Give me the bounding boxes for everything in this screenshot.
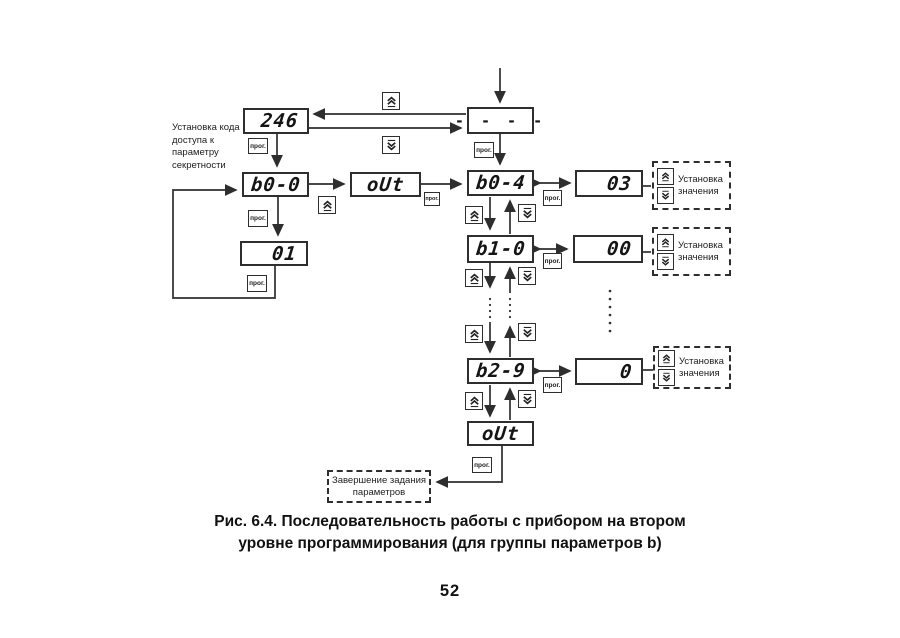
double-chevron-down-icon: [521, 207, 534, 220]
prog-button: прог.: [543, 377, 562, 393]
set-value-annotation: Установка значения: [652, 227, 731, 276]
display-blank: - - - -: [467, 107, 534, 134]
figure-caption: Рис. 6.4. Последовательность работы с прибором на втором уровне программирования (для группы параметров b): [214, 513, 686, 552]
prog-button: прог.: [248, 210, 268, 227]
double-chevron-up-icon: [661, 353, 672, 364]
down-arrows-button: [518, 204, 536, 222]
double-chevron-down-icon: [660, 256, 671, 267]
page-number: 52: [439, 582, 461, 600]
double-chevron-down-icon: [661, 372, 672, 383]
up-arrows-button: [318, 196, 336, 214]
display-out-bottom: oUt: [467, 421, 534, 446]
up-arrows-button: [465, 392, 483, 410]
down-arrows-button: [518, 390, 536, 408]
prog-button: прог.: [474, 142, 494, 158]
down-arrows-button: [382, 136, 400, 154]
down-arrows-button: [657, 253, 674, 270]
display-access-code: 246: [243, 108, 309, 134]
prog-button: прог.: [247, 275, 267, 292]
double-chevron-up-icon: [660, 171, 671, 182]
double-chevron-down-icon: [660, 190, 671, 201]
up-arrows-button: [465, 206, 483, 224]
display-value-00: 00: [573, 235, 643, 263]
display-value-03: 03: [575, 170, 643, 197]
display-code-entry: 01: [240, 241, 308, 266]
finish-annotation: Завершение задания параметров: [327, 470, 431, 503]
up-arrows-button: [382, 92, 400, 110]
double-chevron-up-icon: [468, 209, 481, 222]
prog-button: прог.: [543, 190, 562, 206]
down-arrows-button: [657, 187, 674, 204]
double-chevron-down-icon: [521, 326, 534, 339]
double-chevron-up-icon: [385, 95, 398, 108]
double-chevron-up-icon: [321, 199, 334, 212]
double-chevron-down-icon: [521, 393, 534, 406]
down-arrows-button: [658, 369, 675, 386]
set-value-annotation: Установка значения: [652, 161, 731, 210]
prog-button: прог.: [472, 457, 492, 473]
up-arrows-button: [658, 350, 675, 367]
display-b2-9: b2-9: [467, 358, 534, 384]
down-arrows-button: [518, 323, 536, 341]
set-value-annotation: Установка значения: [653, 346, 731, 389]
display-b1-0: b1-0: [467, 235, 534, 263]
double-chevron-up-icon: [468, 272, 481, 285]
display-value-0: 0: [575, 358, 643, 385]
double-chevron-up-icon: [660, 237, 671, 248]
prog-button: прог.: [248, 138, 268, 154]
double-chevron-up-icon: [468, 328, 481, 341]
display-out-top: oUt: [350, 172, 421, 197]
up-arrows-button: [657, 168, 674, 185]
down-arrows-button: [518, 267, 536, 285]
access-code-note: Установка кода доступа к параметру секретности: [172, 122, 240, 171]
up-arrows-button: [465, 269, 483, 287]
prog-button: прог.: [424, 192, 440, 206]
display-b0-0: b0-0: [242, 172, 309, 197]
double-chevron-down-icon: [521, 270, 534, 283]
double-chevron-down-icon: [385, 139, 398, 152]
double-chevron-up-icon: [468, 395, 481, 408]
up-arrows-button: [465, 325, 483, 343]
prog-button: прог.: [543, 253, 562, 269]
up-arrows-button: [657, 234, 674, 251]
display-b0-4: b0-4: [467, 170, 534, 196]
